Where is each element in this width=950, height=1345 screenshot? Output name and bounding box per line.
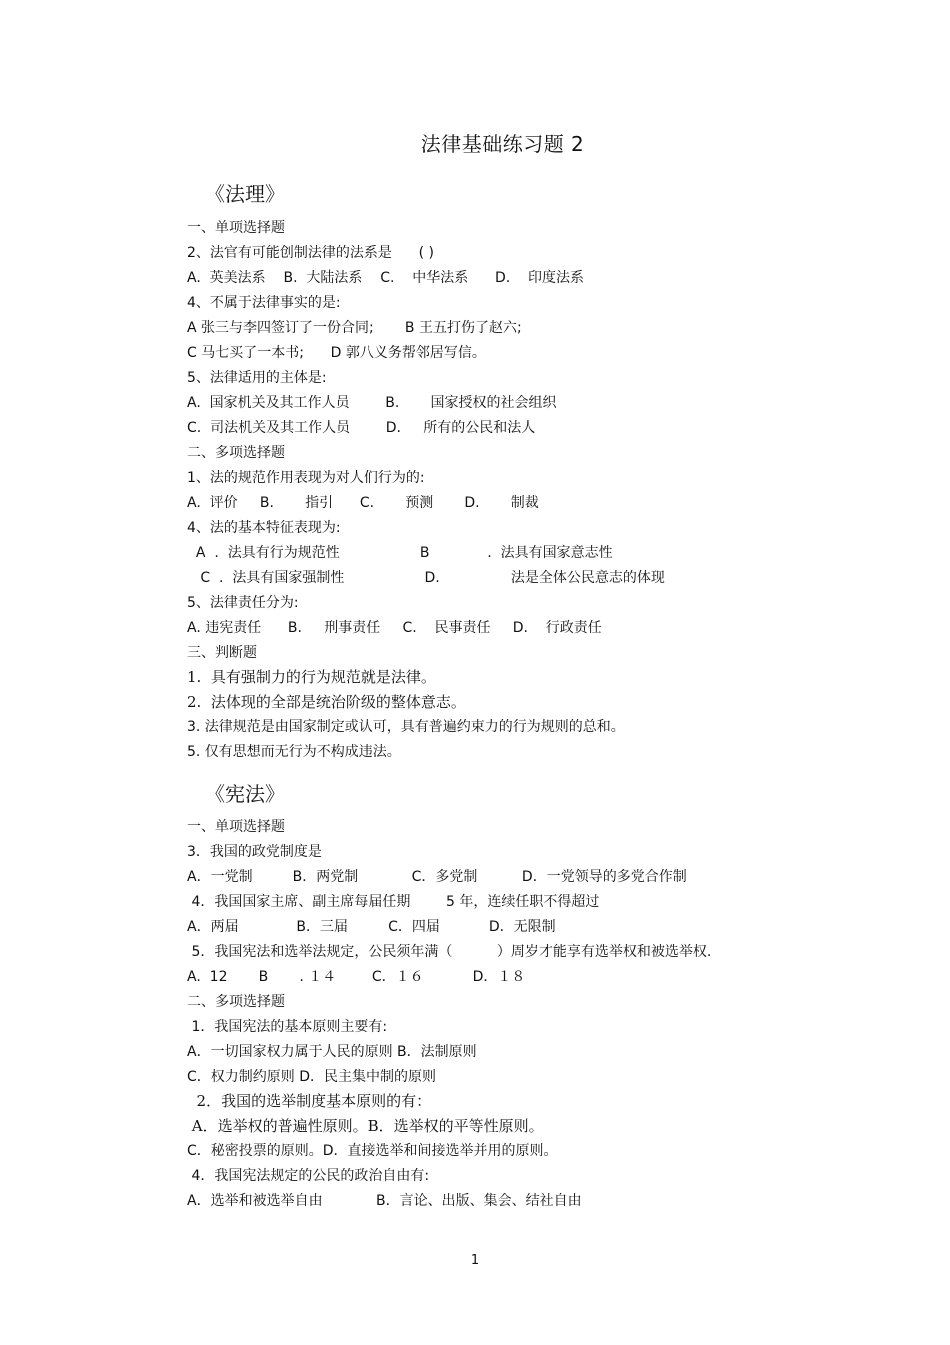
fali-single-choice-heading: 一、单项选择题	[187, 220, 285, 236]
xianfa-multi-question-1: 1．我国宪法的基本原则主要有:	[187, 1019, 388, 1035]
fali-multi-question-1-options: A. 评价 B. 指引 C. 预测 D. 制裁	[187, 495, 539, 511]
fali-multi-question-5: 5、法律责任分为:	[187, 595, 299, 611]
fali-multi-question-1: 1、法的规范作用表现为对人们行为的:	[187, 470, 425, 486]
section-heading-fali: 《法理》	[205, 182, 285, 206]
fali-question-5: 5、法律适用的主体是:	[187, 370, 327, 386]
xianfa-multi-question-2-options-1: A．选举权的普遍性原则。B．选举权的平等性原则。	[187, 1117, 544, 1135]
xianfa-single-choice-heading: 一、单项选择题	[187, 819, 285, 835]
xianfa-multi-choice-heading: 二、多项选择题	[187, 994, 285, 1010]
fali-question-5-options-2: C. 司法机关及其工作人员 D. 所有的公民和法人	[187, 420, 536, 436]
fali-question-4: 4、不属于法律事实的是:	[187, 295, 341, 311]
document-title: 法律基础练习题 2	[420, 132, 585, 156]
xianfa-multi-question-1-options-2: C．权力制约原则 D．民主集中制的原则	[187, 1069, 437, 1085]
xianfa-multi-question-1-options-1: A．一切国家权力属于人民的原则 B．法制原则	[187, 1044, 477, 1060]
fali-judgment-3: 3. 法律规范是由国家制定或认可，具有普遍约束力的行为规则的总和。	[187, 719, 625, 735]
fali-question-5-options-1: A. 国家机关及其工作人员 B. 国家授权的社会组织	[187, 395, 557, 411]
fali-multi-question-5-options: A. 违宪责任 B. 刑事责任 C. 民事责任 D. 行政责任	[187, 620, 602, 636]
fali-question-2: 2、法官有可能创制法律的法系是 ( )	[187, 245, 434, 261]
fali-multi-question-4: 4、法的基本特征表现为:	[187, 520, 341, 536]
xianfa-multi-question-4: 4．我国宪法规定的公民的政治自由有:	[187, 1168, 430, 1184]
fali-question-2-options: A. 英美法系 B. 大陆法系 C. 中华法系 D. 印度法系	[187, 270, 584, 286]
fali-multi-choice-heading: 二、多项选择题	[187, 445, 285, 461]
fali-question-4-options-1: A 张三与李四签订了一份合同; B 王五打伤了赵六;	[187, 320, 522, 336]
page-number: 1	[470, 1253, 480, 1268]
xianfa-multi-question-2-options-2: C．秘密投票的原则。D．直接选举和间接选举并用的原则。	[187, 1143, 558, 1159]
fali-multi-question-4-options-2: C . 法具有国家强制性 D. 法是全体公民意志的体现	[187, 570, 665, 586]
section-heading-xianfa: 《宪法》	[205, 782, 285, 806]
xianfa-multi-question-4-options: A．选举和被选举自由 B．言论、出版、集会、结社自由	[187, 1193, 582, 1209]
xianfa-question-4-options: A．两届 B．三届 C．四届 D．无限制	[187, 919, 556, 935]
fali-judgment-5: 5. 仅有思想而无行为不构成违法。	[187, 744, 401, 760]
xianfa-question-5-options: A. 12 B . １４ C．１６ D．１８	[187, 969, 526, 985]
xianfa-question-4: 4．我国国家主席、副主席每届任期 5 年，连续任职不得超过	[187, 894, 600, 910]
fali-judgment-1: 1. 具有强制力的行为规范就是法律。	[187, 668, 436, 686]
xianfa-question-3: 3．我国的政党制度是	[187, 844, 322, 860]
xianfa-multi-question-2: 2．我国的选举制度基本原则的有：	[187, 1092, 432, 1110]
fali-question-4-options-2: C 马七买了一本书; D 郭八义务帮邻居写信。	[187, 345, 486, 361]
fali-multi-question-4-options-1: A . 法具有行为规范性 B . 法具有国家意志性	[187, 545, 613, 561]
xianfa-question-5: 5．我国宪法和选举法规定，公民须年满（ ）周岁才能享有选举权和被选举权.	[187, 944, 712, 960]
fali-judgment-2: 2. 法体现的全部是统治阶级的整体意志。	[187, 693, 466, 711]
fali-judgment-heading: 三、判断题	[187, 645, 257, 661]
xianfa-question-3-options: A．一党制 B．两党制 C．多党制 D．一党领导的多党合作制	[187, 869, 687, 885]
